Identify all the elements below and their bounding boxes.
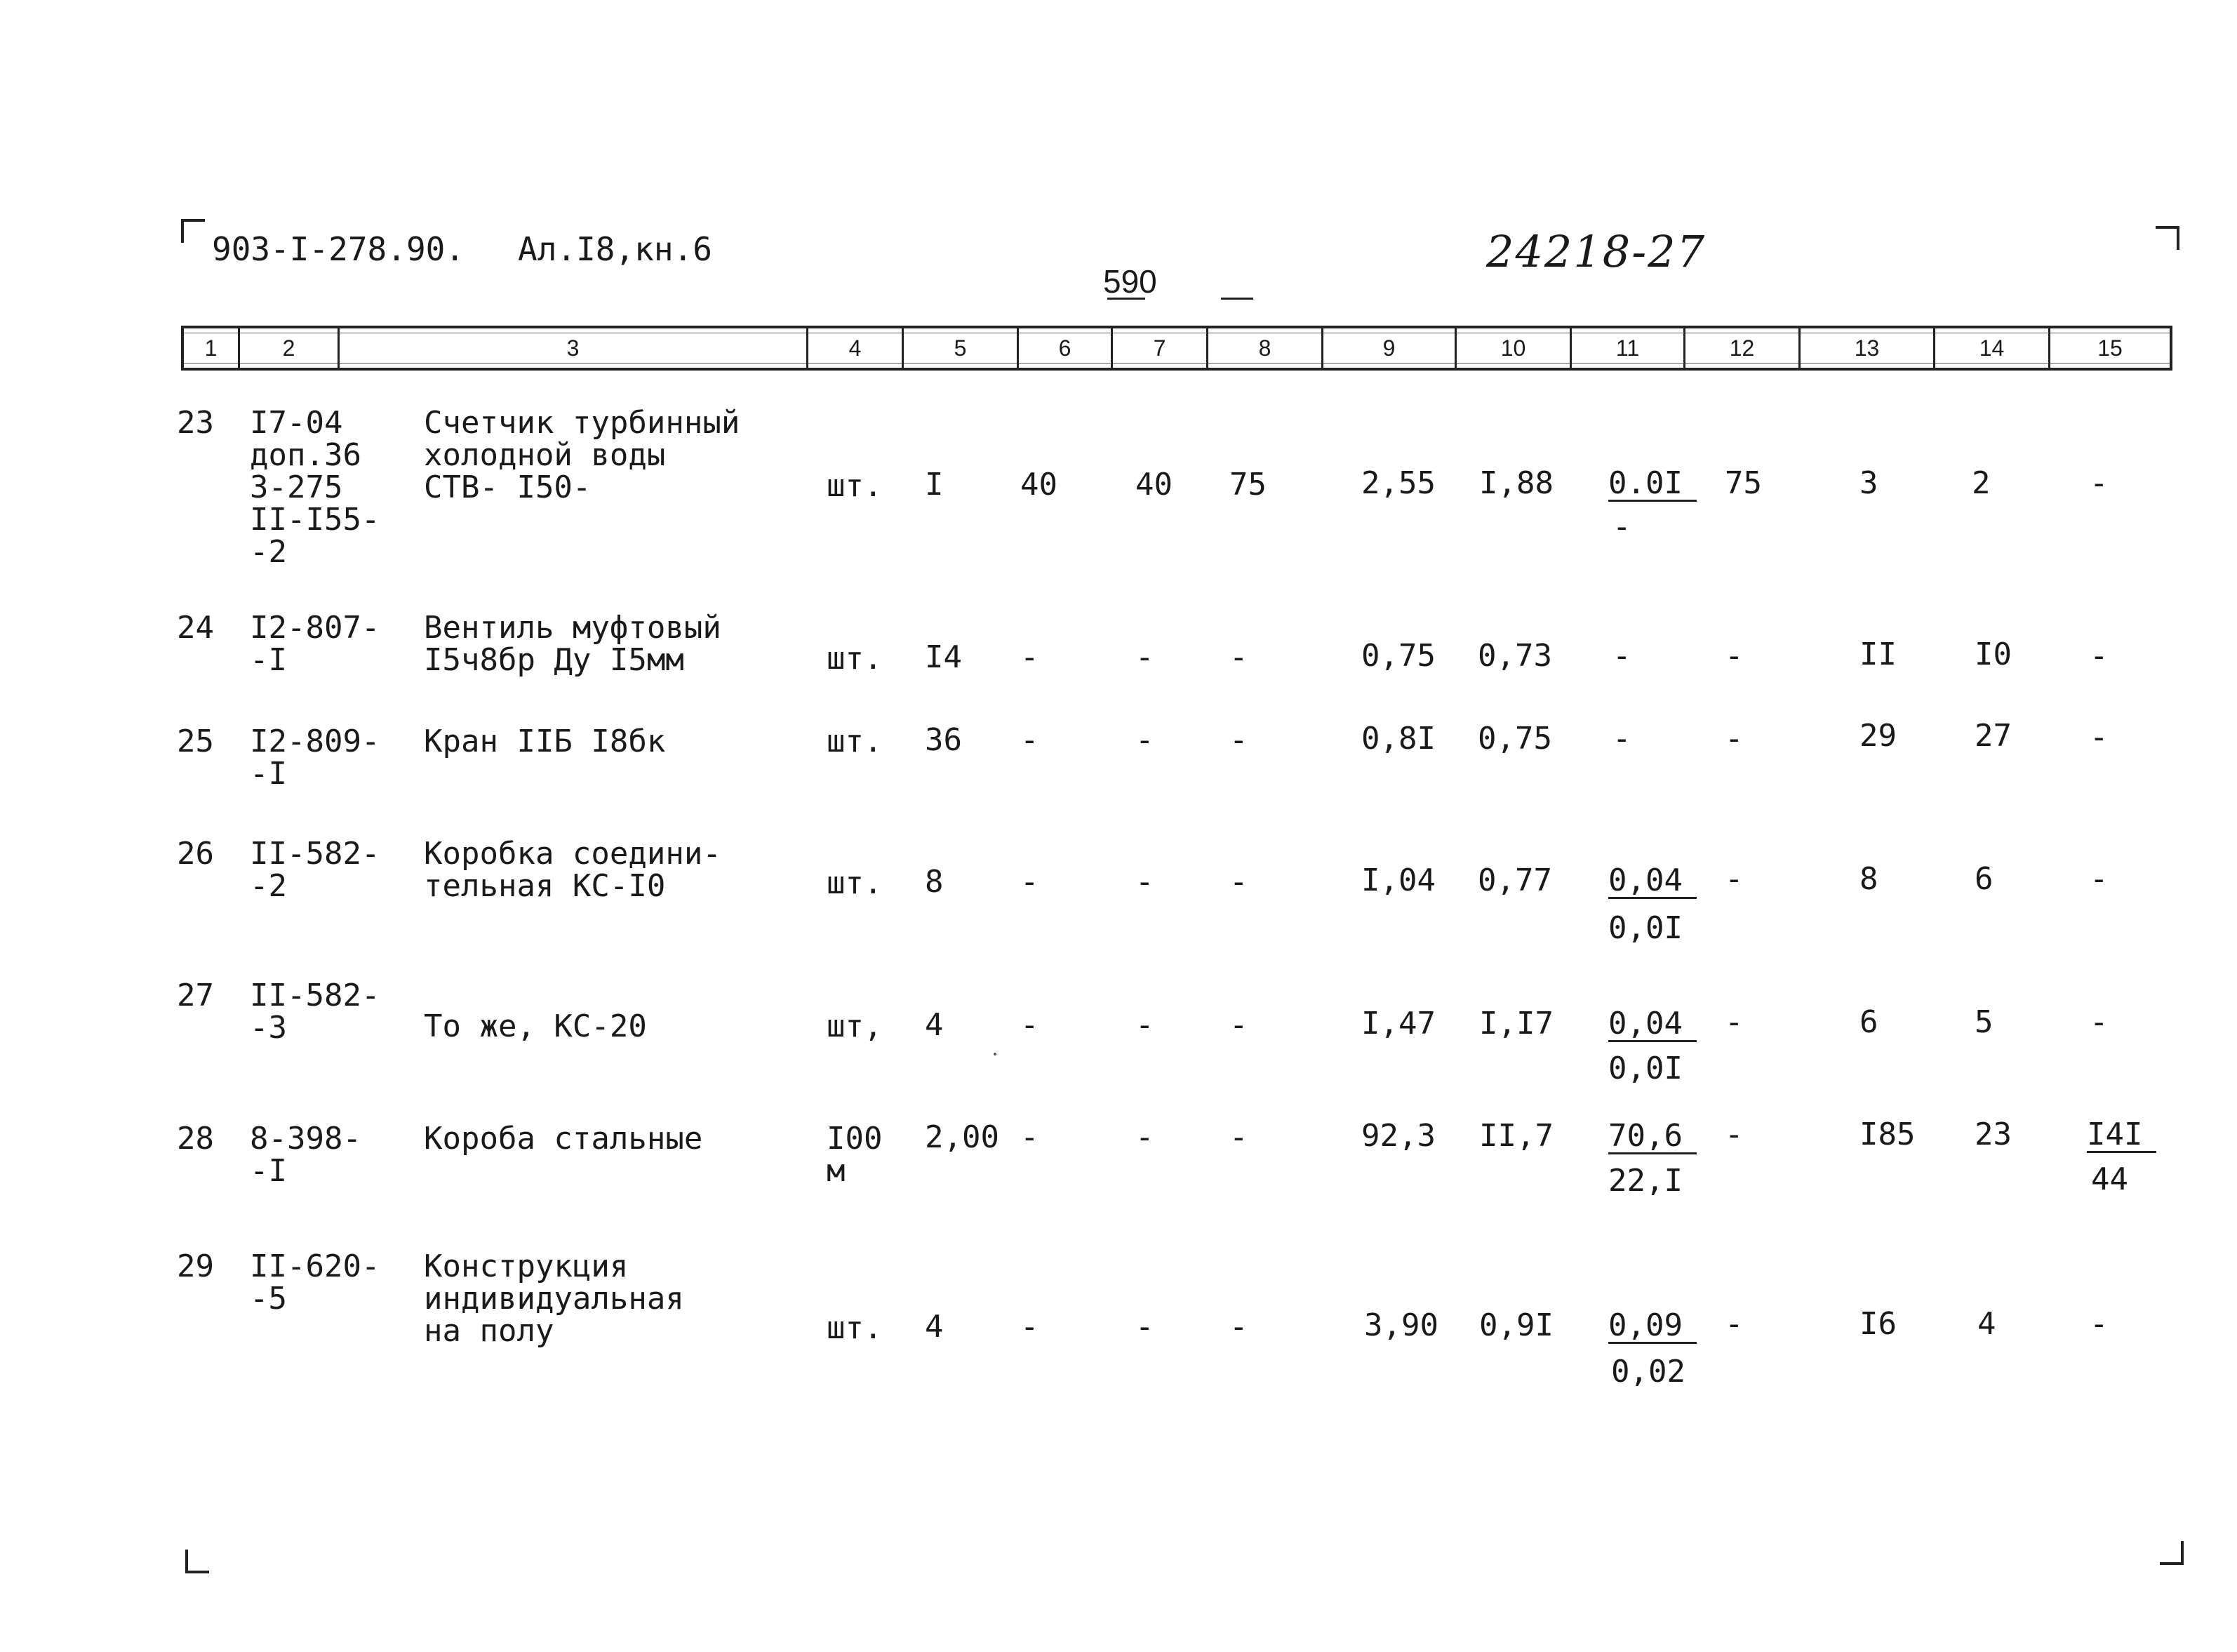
col-7-value: - bbox=[1135, 1119, 1154, 1155]
column-header: 15 bbox=[2097, 335, 2123, 361]
col-15-value: - bbox=[2090, 638, 2109, 674]
norm-code: I7-04 доп.36 3-275 II-I55- -2 bbox=[250, 405, 380, 570]
quantity: 36 bbox=[925, 722, 962, 758]
column-header: 3 bbox=[340, 328, 808, 368]
col-14-value: I0 bbox=[1975, 637, 2012, 672]
item-name: Вентиль муфтовый I5ч8бр Ду I5мм bbox=[424, 610, 721, 678]
column-header: 9 bbox=[1323, 328, 1457, 368]
col-6-value: - bbox=[1020, 639, 1039, 675]
col-10-value: 0,77 bbox=[1478, 862, 1552, 898]
col-14-value: 2 bbox=[1972, 465, 1991, 501]
document-code: 903-I-278.90. bbox=[212, 230, 465, 268]
col-15-value: - bbox=[2090, 719, 2109, 755]
col-9-value: I,47 bbox=[1361, 1006, 1436, 1041]
corner-mark-top-right bbox=[2156, 226, 2179, 250]
col-9-value: 0,8I bbox=[1361, 721, 1436, 757]
col-10-value: 0,9I bbox=[1479, 1307, 1554, 1343]
page-number-dash-right bbox=[1221, 298, 1253, 300]
norm-code: II-582- -2 bbox=[250, 836, 380, 904]
column-header: 7 bbox=[1113, 328, 1208, 368]
norm-code: I2-809- -I bbox=[250, 724, 380, 792]
unit: I00 м bbox=[827, 1121, 883, 1189]
col-7-value: - bbox=[1135, 864, 1154, 900]
col-14-value: 23 bbox=[1975, 1117, 2012, 1152]
handwritten-number: 24218-27 bbox=[1486, 226, 1707, 277]
column-header: 12 bbox=[1685, 328, 1801, 368]
column-header: 1 bbox=[184, 328, 240, 368]
corner-mark-bottom-left bbox=[185, 1550, 209, 1573]
col-6-value: - bbox=[1020, 1119, 1039, 1155]
col-12-value: - bbox=[1725, 861, 1744, 897]
col-8-value: - bbox=[1229, 1007, 1248, 1043]
column-header: 10 bbox=[1457, 328, 1572, 368]
quantity: 8 bbox=[925, 864, 944, 900]
norm-code: 8-398- -I bbox=[250, 1121, 361, 1189]
col-11-bottom-value: - bbox=[1612, 509, 1631, 545]
unit: шт. bbox=[827, 865, 883, 901]
col-15-value: - bbox=[2090, 861, 2109, 897]
row-number: 25 bbox=[177, 724, 214, 759]
column-header: 4 bbox=[808, 328, 904, 368]
col-11-bottom-value: 0,0I bbox=[1608, 1051, 1683, 1086]
col-13-value: II bbox=[1859, 637, 1897, 672]
row-number: 26 bbox=[177, 836, 214, 872]
quantity: I bbox=[925, 467, 944, 502]
scan-speck bbox=[994, 1053, 996, 1055]
col-13-value: 6 bbox=[1859, 1004, 1878, 1040]
col-15-top-value: I4I bbox=[2087, 1119, 2156, 1153]
col-12-value: 75 bbox=[1725, 465, 1762, 501]
norm-code: II-582- -3 bbox=[250, 978, 380, 1046]
item-name: То же, КС-20 bbox=[424, 1008, 647, 1044]
quantity: I4 bbox=[925, 639, 962, 675]
col-8-value: - bbox=[1229, 722, 1248, 758]
row-number: 24 bbox=[177, 610, 214, 646]
col-9-value: I,04 bbox=[1361, 862, 1436, 898]
col-12-value: - bbox=[1725, 638, 1744, 674]
page-number: 590 bbox=[1103, 263, 1157, 300]
col-11-value: - bbox=[1612, 721, 1631, 757]
col-11-top-value: 0,09 bbox=[1608, 1310, 1697, 1344]
unit: шт. bbox=[827, 1310, 883, 1346]
col-14-value: 4 bbox=[1977, 1306, 1996, 1342]
col-8-value: - bbox=[1229, 864, 1248, 900]
col-7-value: - bbox=[1135, 1309, 1154, 1345]
col-11-bottom-value: 0,0I bbox=[1608, 910, 1683, 946]
col-11-top-value: 0,04 bbox=[1608, 865, 1697, 899]
col-6-value: - bbox=[1020, 1309, 1039, 1345]
unit: шт. bbox=[827, 641, 883, 677]
col-13-value: 3 bbox=[1859, 465, 1878, 501]
col-15-value: - bbox=[2090, 465, 2109, 501]
document-sheet: Ал.I8,кн.6 bbox=[518, 230, 712, 268]
col-15-bottom-value: 44 bbox=[2091, 1161, 2128, 1197]
col-11-bottom-value: 0,02 bbox=[1611, 1354, 1685, 1390]
quantity: 4 bbox=[925, 1309, 944, 1345]
column-header: 8 bbox=[1208, 328, 1323, 368]
quantity: 4 bbox=[925, 1007, 944, 1043]
column-header: 11 bbox=[1572, 328, 1685, 368]
col-12-value: - bbox=[1725, 1306, 1744, 1342]
item-name: Короба стальные bbox=[424, 1121, 703, 1157]
col-9-value: 0,75 bbox=[1361, 638, 1436, 674]
col-14-value: 5 bbox=[1975, 1004, 1994, 1040]
row-number: 27 bbox=[177, 978, 214, 1013]
col-11-bottom-value: 22,I bbox=[1608, 1163, 1683, 1199]
item-name: Кран IIБ I8бк bbox=[424, 724, 666, 759]
col-7-value: - bbox=[1135, 722, 1154, 758]
col-14-value: 27 bbox=[1975, 718, 2012, 754]
norm-code: II-620- -5 bbox=[250, 1248, 380, 1317]
col-8-value: 75 bbox=[1229, 467, 1267, 502]
col-12-value: - bbox=[1725, 1004, 1744, 1040]
item-name: Счетчик турбинный холодной воды СТВ- I50- bbox=[424, 405, 740, 505]
col-13-value: I85 bbox=[1859, 1117, 1916, 1152]
column-header: 6 bbox=[1019, 328, 1113, 368]
item-name: Коробка соедини- тельная КС-I0 bbox=[424, 836, 721, 904]
quantity: 2,00 bbox=[925, 1119, 999, 1155]
item-name: Конструкция индивидуальная на полу bbox=[424, 1248, 684, 1349]
unit: шт. bbox=[827, 468, 883, 504]
col-13-value: I6 bbox=[1859, 1306, 1897, 1342]
col-6-value: - bbox=[1020, 1007, 1039, 1043]
column-header: 14 bbox=[1935, 328, 2050, 368]
column-header: 2 bbox=[240, 328, 340, 368]
col-9-value: 92,3 bbox=[1361, 1118, 1436, 1154]
column-header: 5 bbox=[904, 328, 1019, 368]
col-10-value: 0,75 bbox=[1478, 721, 1552, 757]
col-9-value: 2,55 bbox=[1361, 465, 1436, 501]
col-6-value: 40 bbox=[1020, 467, 1057, 502]
col-11-top-value: 0,04 bbox=[1608, 1008, 1697, 1042]
row-number: 29 bbox=[177, 1248, 214, 1284]
col-7-value: 40 bbox=[1135, 467, 1173, 502]
column-header-row bbox=[181, 326, 2172, 371]
col-7-value: - bbox=[1135, 1007, 1154, 1043]
unit: шт, bbox=[827, 1008, 883, 1044]
col-11-top-value: 0.0I bbox=[1608, 467, 1697, 502]
col-9-value: 3,90 bbox=[1364, 1307, 1438, 1343]
unit: шт. bbox=[827, 724, 883, 759]
row-number: 28 bbox=[177, 1121, 214, 1157]
column-header: 13 bbox=[1801, 328, 1935, 368]
norm-code: I2-807- -I bbox=[250, 610, 380, 678]
col-6-value: - bbox=[1020, 864, 1039, 900]
col-10-value: II,7 bbox=[1479, 1118, 1554, 1154]
row-number: 23 bbox=[177, 405, 214, 441]
col-11-top-value: 70,6 bbox=[1608, 1120, 1697, 1154]
col-15-value: - bbox=[2090, 1306, 2109, 1342]
col-8-value: - bbox=[1229, 639, 1248, 675]
col-10-value: I,88 bbox=[1479, 465, 1554, 501]
col-7-value: - bbox=[1135, 639, 1154, 675]
col-12-value: - bbox=[1725, 1117, 1744, 1152]
col-8-value: - bbox=[1229, 1309, 1248, 1345]
col-14-value: 6 bbox=[1975, 861, 1994, 897]
corner-mark-bottom-right bbox=[2160, 1541, 2184, 1565]
col-15-value: - bbox=[2090, 1004, 2109, 1040]
col-10-value: I,I7 bbox=[1479, 1006, 1554, 1041]
col-12-value: - bbox=[1725, 721, 1744, 757]
col-10-value: 0,73 bbox=[1478, 638, 1552, 674]
col-6-value: - bbox=[1020, 722, 1039, 758]
col-13-value: 29 bbox=[1859, 718, 1897, 754]
corner-mark-top-left bbox=[181, 219, 205, 243]
col-13-value: 8 bbox=[1859, 861, 1878, 897]
col-8-value: - bbox=[1229, 1119, 1248, 1155]
col-11-value: - bbox=[1612, 638, 1631, 674]
